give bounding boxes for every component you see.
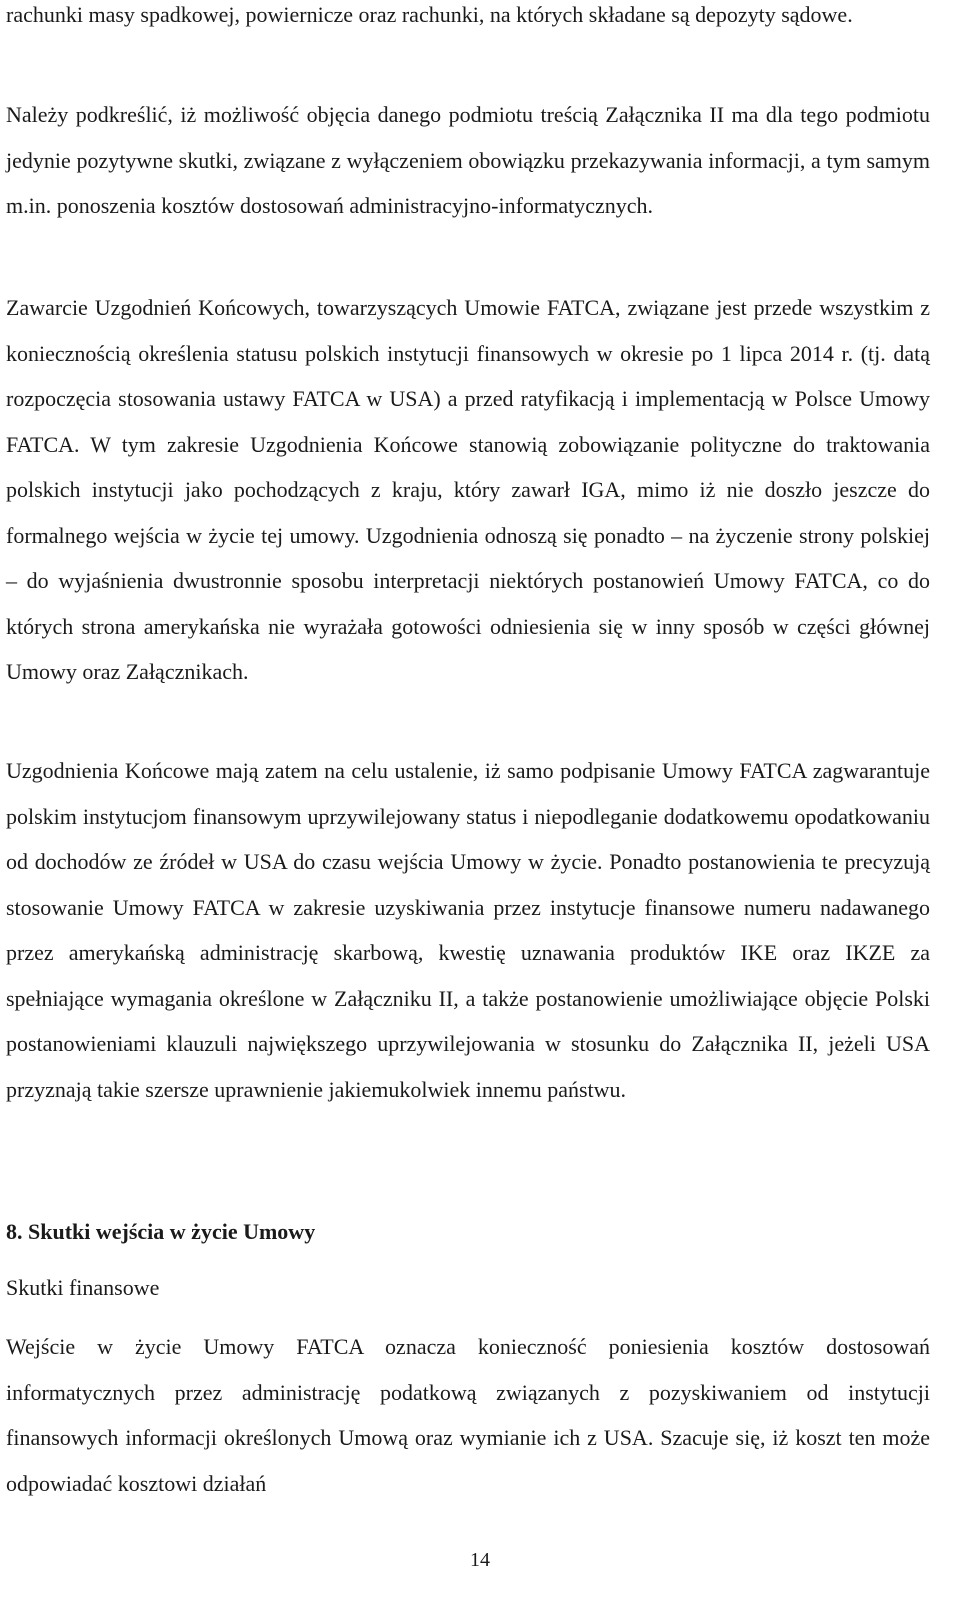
paragraph-1: rachunki masy spadkowej, powiernicze oraz rachunki, na których składane są depozyty sądowe. — [6, 2, 853, 27]
subheading: Skutki finansowe — [6, 1275, 160, 1300]
paragraph-2: Należy podkreślić, iż możliwość objęcia danego podmiotu treścią Załącznika II ma dla tego podmiotu jedynie pozytywne skutki, związane z wyłączeniem obowiązku przekazywania informacji, a tym samym m.in. ponoszenia kosztów dostosowań administracyjno-informatycznych. — [6, 102, 930, 218]
page-number: 14 — [470, 1549, 490, 1571]
paragraph-3: Zawarcie Uzgodnień Końcowych, towarzyszących Umowie FATCA, związane jest przede wszystkim z koniecznością określenia statusu polskich instytucji finansowych w okresie po 1 lipca 2014 r. (tj. datą rozpoczęcia stosowania ustawy FATCA w USA) a przed ratyfikacją i implementacją w Polsce Umowy FATCA. W tym zakresie Uzgodnienia Końcowe stanowią zobowiązanie polityczne do traktowania polskich instytucji jako pochodzących z kraju, który zawarł IGA, mimo iż nie doszło jeszcze do formalnego wejścia w życie tej umowy. Uzgodnienia odnoszą się ponadto – na życzenie strony polskiej – do wyjaśnienia dwustronnie sposobu interpretacji niektórych postanowień Umowy FATCA, co do których strona amerykańska nie wyrażała gotowości odniesienia się w inny sposób w części głównej Umowy oraz Załącznikach. — [6, 295, 930, 684]
section-heading: 8. Skutki wejścia w życie Umowy — [6, 1219, 316, 1244]
paragraph-5: Wejście w życie Umowy FATCA oznacza konieczność poniesienia kosztów dostosowań informatycznych przez administrację podatkową związanych z pozyskiwaniem od instytucji finansowych informacji określonych Umową oraz wymianie ich z USA. Szacuje się, iż koszt ten może odpowiadać kosztowi działań — [6, 1334, 930, 1496]
paragraph-4: Uzgodnienia Końcowe mają zatem na celu ustalenie, iż samo podpisanie Umowy FATCA zagwarantuje polskim instytucjom finansowym uprzywilejowany status i niepodleganie dodatkowemu opodatkowaniu od dochodów ze źródeł w USA do czasu wejścia Umowy w życie. Ponadto postanowienia te precyzują stosowanie Umowy FATCA w zakresie uzyskiwania przez instytucje finansowe numeru nadawanego przez amerykańską administrację skarbową, kwestię uznawania produktów IKE oraz IKZE za spełniające wymagania określone w Załączniku II, a także postanowienie umożliwiające objęcie Polski postanowieniami klauzuli największego uprzywilejowania w stosunku do Załącznika II, jeżeli USA przyznają takie szersze uprawnienie jakiemukolwiek innemu państwu. — [6, 758, 930, 1102]
